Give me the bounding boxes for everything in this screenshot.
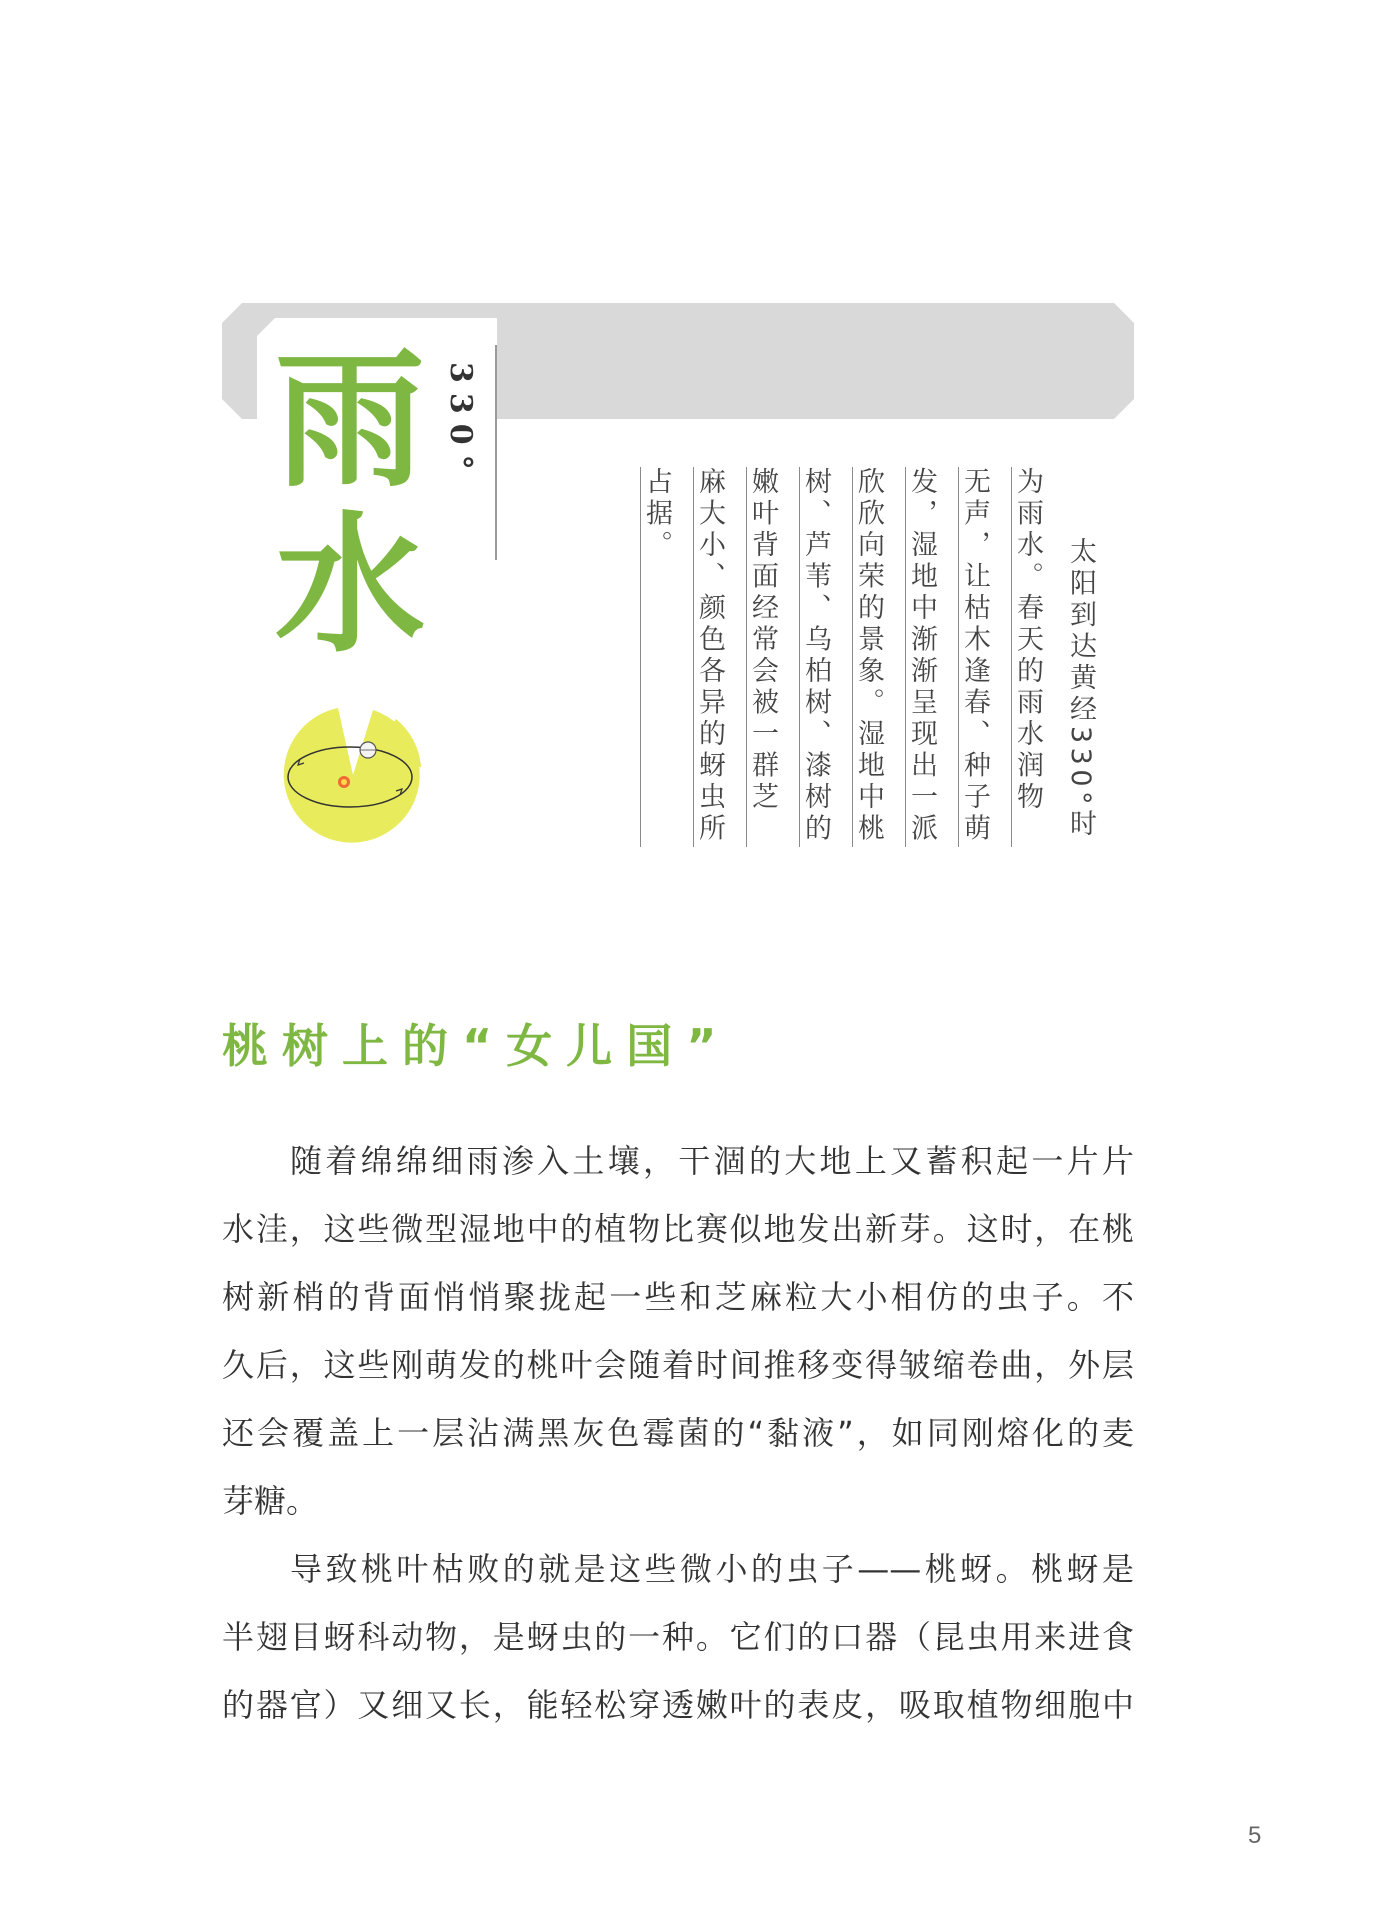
body-text: [222, 1127, 1134, 1739]
body-line: 导致桃叶枯败的就是这些微小的虫子——桃蚜。桃蚜是: [290, 1550, 1134, 1588]
body-line: 随着绵绵细雨渗入土壤，干涸的大地上又蓄积起一片片: [290, 1142, 1134, 1180]
page-number: 5: [1248, 1822, 1262, 1849]
section-title: 桃树上的“女儿国”: [222, 1019, 731, 1073]
intro-vertical-text: [640, 467, 1112, 847]
intro-column: 无声，让枯木逢春、种子萌: [958, 467, 1006, 847]
intro-column: 太阳到达黄经330°时: [1065, 537, 1096, 841]
intro-column: 嫩叶背面经常会被一群芝: [746, 467, 794, 847]
header-divider: [495, 345, 497, 560]
intro-column: 为雨水。春天的雨水润物: [1011, 467, 1059, 847]
solar-longitude-label: 330°: [443, 362, 478, 480]
body-line: 水洼，这些微型湿地中的植物比赛似地发出新芽。这时，在桃: [222, 1210, 1134, 1248]
body-line: 的器官）又细又长，能轻松穿透嫩叶的表皮，吸取植物细胞中: [222, 1686, 1134, 1724]
body-line: 久后，这些刚萌发的桃叶会随着时间推移变得皱缩卷曲，外层: [222, 1346, 1134, 1384]
body-line: 树新梢的背面悄悄聚拢起一些和芝麻粒大小相仿的虫子。不: [222, 1278, 1134, 1316]
body-line: 还会覆盖上一层沾满黑灰色霉菌的“黏液”，如同刚熔化的麦: [222, 1414, 1134, 1452]
intro-column: 占据。: [640, 467, 688, 847]
intro-column: 发，湿地中渐渐呈现出一派: [905, 467, 953, 847]
body-line: 芽糖。: [222, 1482, 319, 1520]
solar-term-char-1: 雨: [274, 332, 425, 508]
intro-column: 欣欣向荣的景象。湿地中桃: [852, 467, 900, 847]
intro-column: 麻大小、颜色各异的蚜虫所: [693, 467, 741, 847]
intro-column: 树、芦苇、乌柏树、漆树的: [799, 467, 847, 847]
solar-term-char-2: 水: [274, 497, 425, 673]
body-line: 半翅目蚜科动物，是蚜虫的一种。它们的口器（昆虫用来进食: [222, 1618, 1134, 1656]
sun-orbit-icon: [278, 705, 428, 845]
